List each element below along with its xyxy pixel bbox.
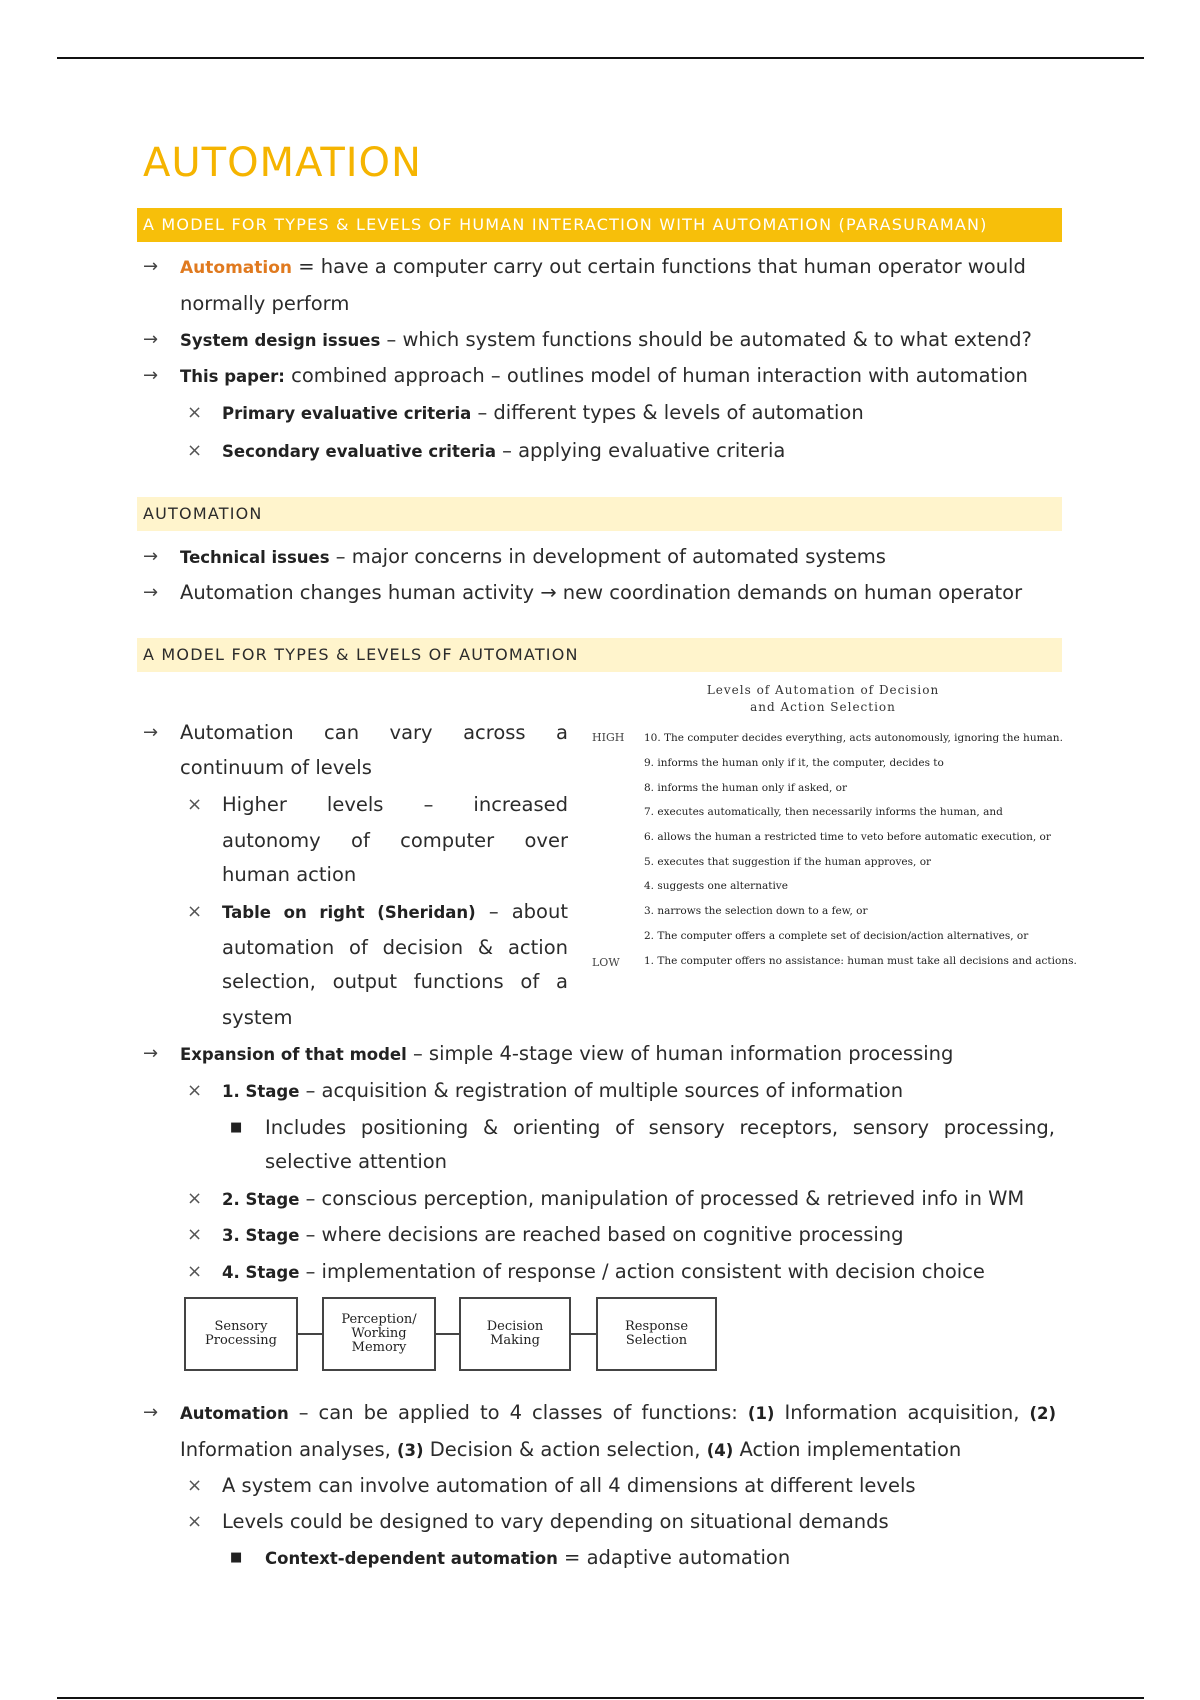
this-paper: This paper: combined approach – outlines model of human interaction with automation xyxy=(180,364,1028,387)
cross-bullet-icon: × xyxy=(187,1224,203,1245)
cross-bullet-icon: × xyxy=(187,901,203,922)
section-heading-model: A MODEL FOR TYPES & LEVELS OF AUTOMATION xyxy=(137,638,1062,672)
figure-level-row: 2. The computer offers a complete set of decision/action alternatives, or xyxy=(644,930,1029,942)
arrow-icon: → xyxy=(143,329,159,350)
stage-1: 1. Stage – acquisition & registration of multiple sources of information xyxy=(222,1079,904,1102)
figure-level-row: 6. allows the human a restricted time to veto before automatic execution, or xyxy=(644,831,1051,843)
primary-criteria: Primary evaluative criteria – different types & levels of automation xyxy=(222,401,864,424)
context-dependent-automation: Context-dependent automation = adaptive automation xyxy=(265,1546,791,1569)
arrow-icon: → xyxy=(143,1402,159,1423)
stage-1-detail: Includes positioning & orienting of sensory receptors, sensory processing, xyxy=(265,1116,1055,1139)
figure-low-label: LOW xyxy=(592,956,620,969)
figure-title-cont: and Action Selection xyxy=(750,700,896,714)
footer-rule xyxy=(57,1697,1144,1699)
section-heading-parasuraman: A MODEL FOR TYPES & LEVELS OF HUMAN INTERACTION WITH AUTOMATION (PARASURAMAN) xyxy=(137,208,1062,242)
stage-box-response: Response Selection xyxy=(596,1297,717,1371)
sheridan-table-note: Table on right (Sheridan) – about xyxy=(222,900,568,923)
arrow-icon: → xyxy=(143,1043,159,1064)
stage-connector xyxy=(298,1333,322,1335)
figure-level-row: 8. informs the human only if asked, or xyxy=(644,782,848,794)
higher-levels: Higher levels – increased xyxy=(222,793,568,816)
expansion-of-model: Expansion of that model – simple 4-stage view of human information processing xyxy=(180,1042,954,1065)
secondary-criteria: Secondary evaluative criteria – applying evaluative criteria xyxy=(222,439,786,462)
all-dimensions: A system can involve automation of all 4 dimensions at different levels xyxy=(222,1474,916,1497)
technical-issues: Technical issues – major concerns in development of automated systems xyxy=(180,545,886,568)
automation-definition: Automation = have a computer carry out certain functions that human operator would xyxy=(180,255,1026,278)
automation-changes: Automation changes human activity → new coordination demands on human operator xyxy=(180,581,1023,604)
stage-box-sensory: Sensory Processing xyxy=(184,1297,298,1371)
square-bullet-icon: ■ xyxy=(230,1120,243,1135)
cross-bullet-icon: × xyxy=(187,1261,203,1282)
cross-bullet-icon: × xyxy=(187,1080,203,1101)
sheridan-table-note-cont: automation of decision & action xyxy=(222,936,568,959)
cross-bullet-icon: × xyxy=(187,794,203,815)
cross-bullet-icon: × xyxy=(187,1511,203,1532)
figure-level-row: 1. The computer offers no assistance: human must take all decisions and actions. xyxy=(644,955,1077,967)
header-rule xyxy=(57,57,1144,59)
vary-levels-cont: continuum of levels xyxy=(180,756,372,779)
stage-4: 4. Stage – implementation of response / action consistent with decision choice xyxy=(222,1260,985,1283)
figure-title: Levels of Automation of Decision xyxy=(706,683,940,697)
cross-bullet-icon: × xyxy=(187,1475,203,1496)
sheridan-table-note-cont3: system xyxy=(222,1006,293,1029)
sheridan-table-note-cont2: selection, output functions of a xyxy=(222,970,568,993)
cross-bullet-icon: × xyxy=(187,440,203,461)
higher-levels-cont2: human action xyxy=(222,863,357,886)
figure-level-row: 10. The computer decides everything, acts autonomously, ignoring the human. xyxy=(644,732,1063,744)
sheridan-levels-figure xyxy=(588,680,1077,980)
cross-bullet-icon: × xyxy=(187,1188,203,1209)
stage-box-perception: Perception/ Working Memory xyxy=(322,1297,436,1371)
square-bullet-icon: ■ xyxy=(230,1550,243,1565)
system-design-issues: System design issues – which system functions should be automated & to what extend? xyxy=(180,328,1032,351)
vary-levels: Automation can vary across a xyxy=(180,721,568,744)
arrow-icon: → xyxy=(143,546,159,567)
figure-level-row: 9. informs the human only if it, the computer, decides to xyxy=(644,757,944,769)
stage-2: 2. Stage – conscious perception, manipulation of processed & retrieved info in WM xyxy=(222,1187,1025,1210)
arrow-icon: → xyxy=(143,582,159,603)
figure-level-row: 7. executes automatically, then necessarily informs the human, and xyxy=(644,806,1003,818)
figure-high-label: HIGH xyxy=(592,731,625,744)
situational-levels: Levels could be designed to vary depending on situational demands xyxy=(222,1510,889,1533)
figure-level-row: 4. suggests one alternative xyxy=(644,880,788,892)
stage-3: 3. Stage – where decisions are reached based on cognitive processing xyxy=(222,1223,904,1246)
arrow-icon: → xyxy=(143,722,159,743)
cross-bullet-icon: × xyxy=(187,402,203,423)
automation-classes: Automation – can be applied to 4 classes of functions: (1) Information acquisition, (2) xyxy=(180,1401,1057,1424)
stage-box-decision: Decision Making xyxy=(459,1297,571,1371)
figure-level-row: 3. narrows the selection down to a few, or xyxy=(644,905,868,917)
stage-1-detail-cont: selective attention xyxy=(265,1150,448,1173)
stage-connector xyxy=(436,1333,459,1335)
automation-definition-cont: normally perform xyxy=(180,292,350,315)
figure-level-row: 5. executes that suggestion if the human approves, or xyxy=(644,856,932,868)
section-heading-automation: AUTOMATION xyxy=(137,497,1062,531)
stage-connector xyxy=(571,1333,596,1335)
higher-levels-cont: autonomy of computer over xyxy=(222,829,568,852)
arrow-icon: → xyxy=(143,365,159,386)
automation-classes-cont: Information analyses, (3) Decision & action selection, (4) Action implementation xyxy=(180,1438,962,1461)
page-title: AUTOMATION xyxy=(143,140,422,186)
arrow-icon: → xyxy=(143,256,159,277)
